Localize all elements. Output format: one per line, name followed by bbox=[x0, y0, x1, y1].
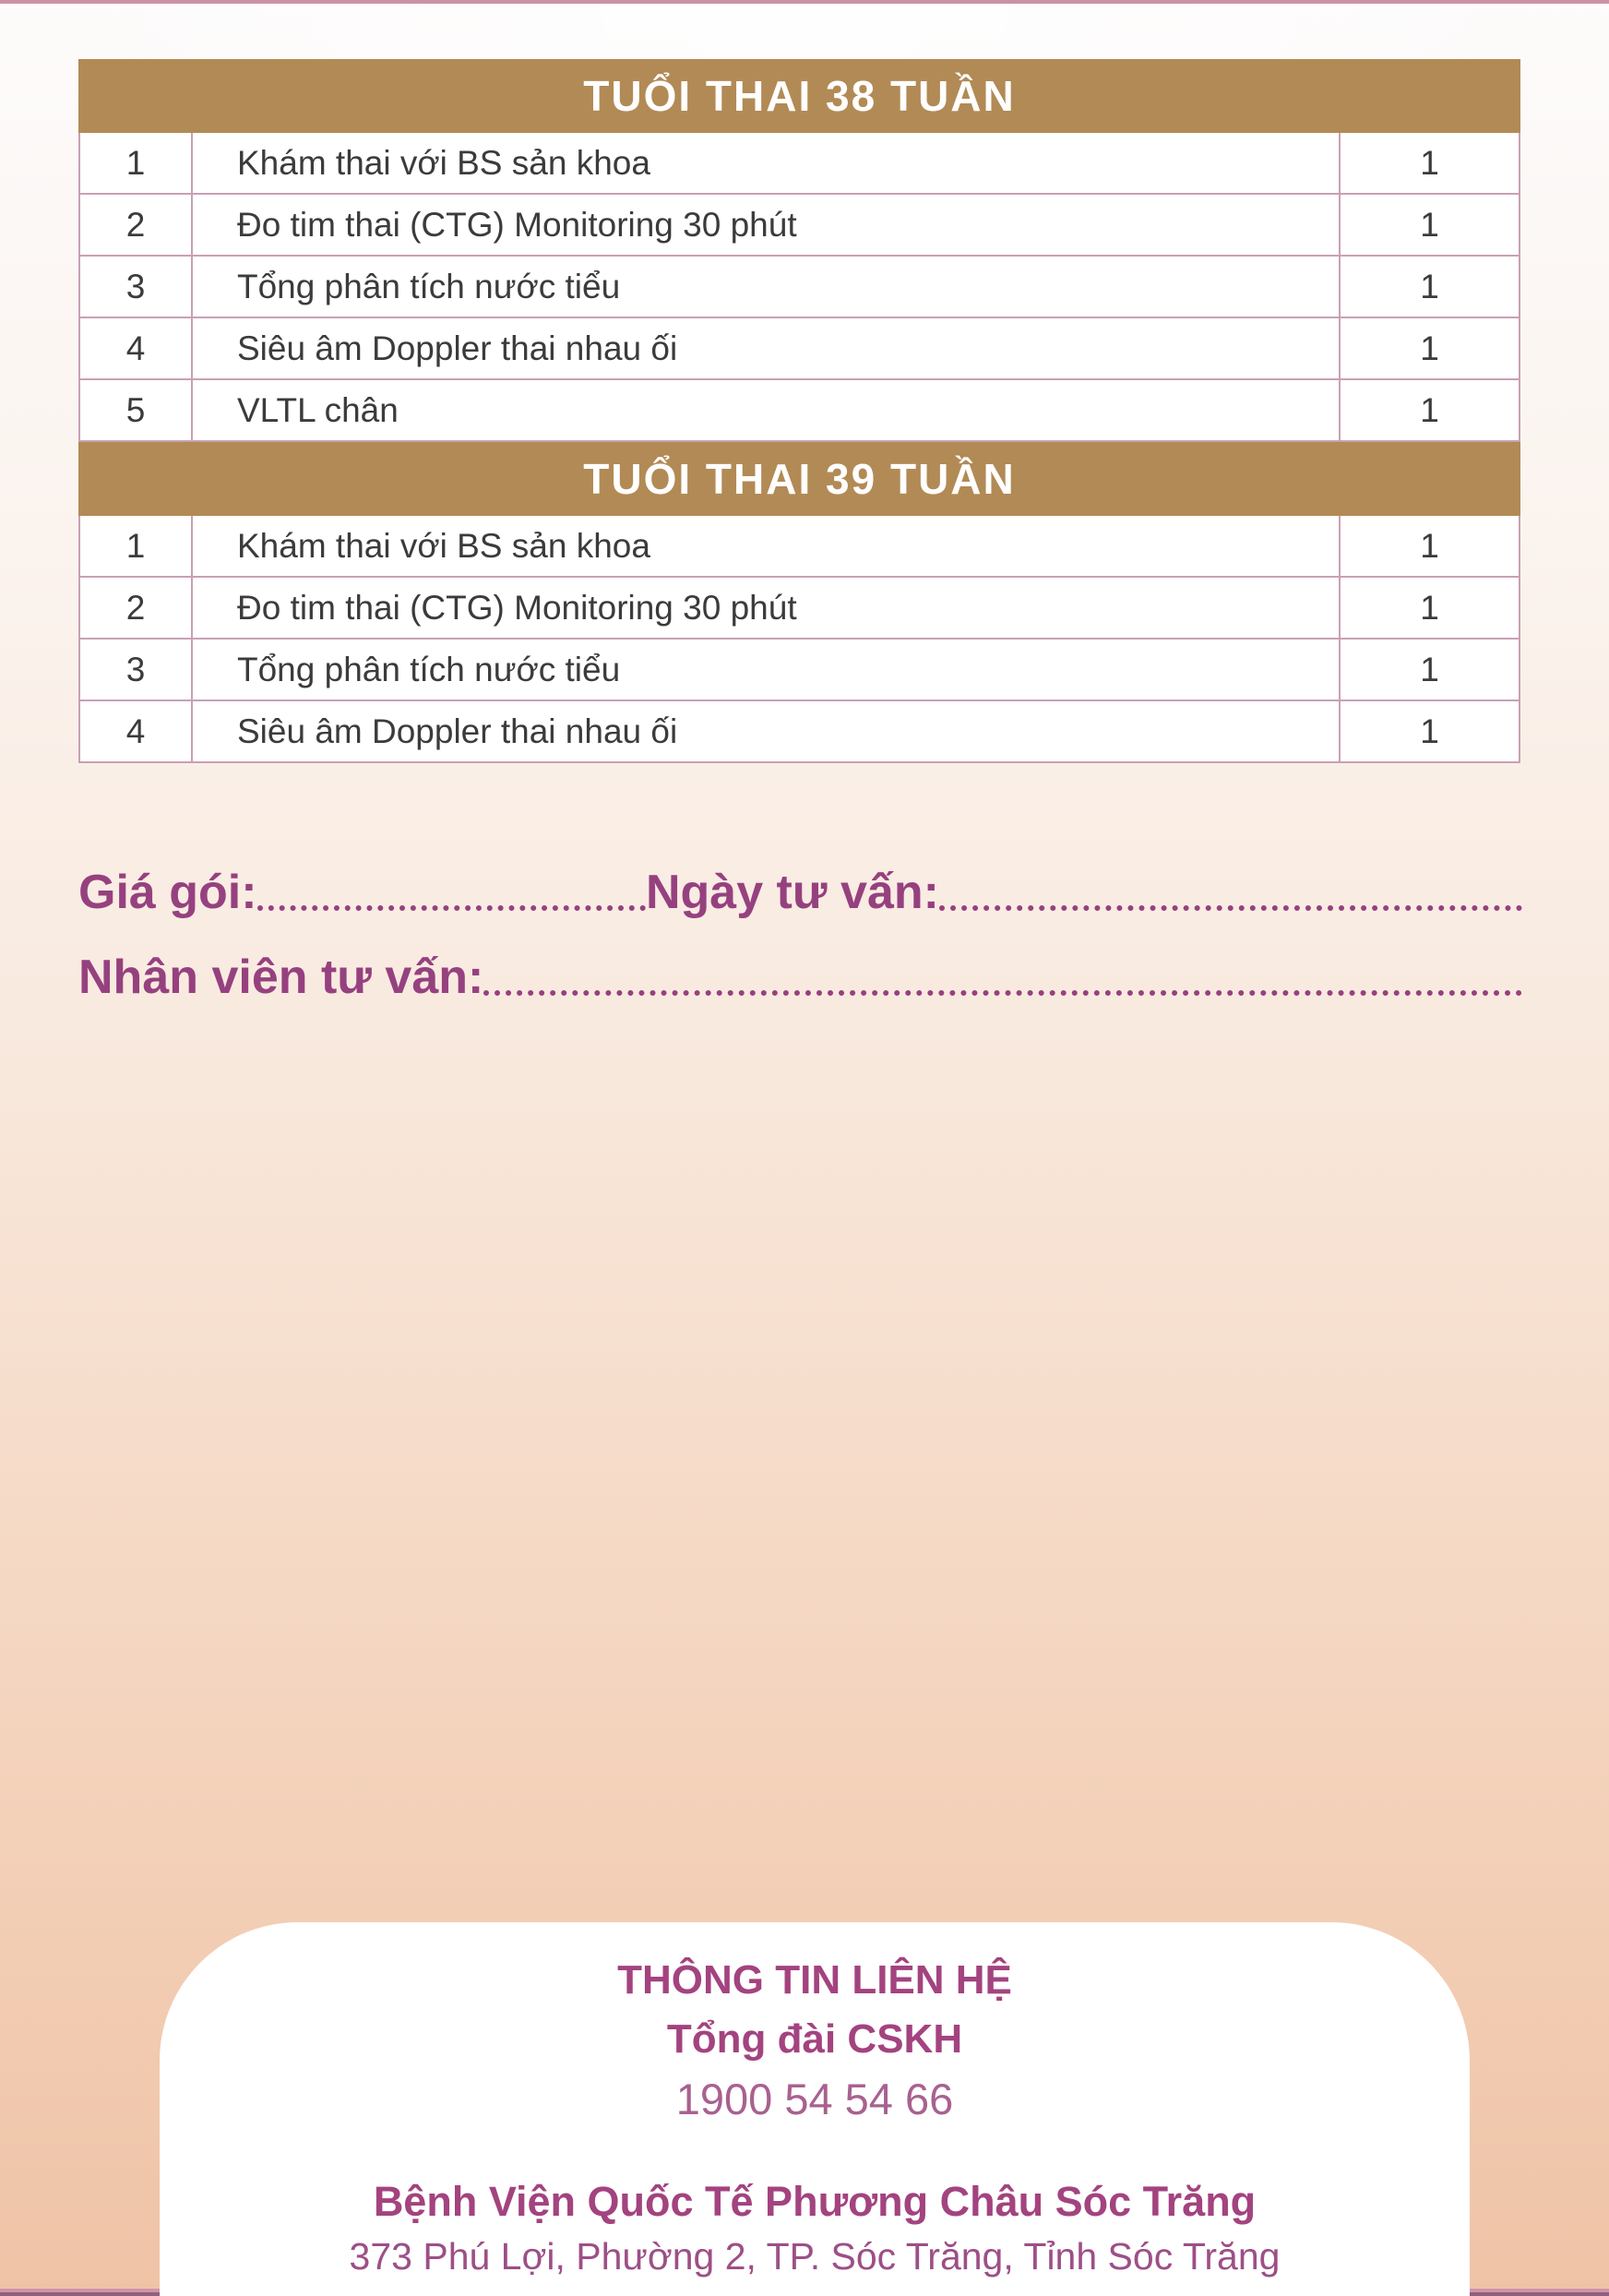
table-title: TUỔI THAI 39 TUẦN bbox=[583, 455, 1016, 503]
row-number: 1 bbox=[80, 516, 193, 576]
table-row bbox=[78, 318, 1520, 380]
table-row bbox=[78, 133, 1520, 195]
row-number: 4 bbox=[80, 701, 193, 761]
service-quantity: 1 bbox=[1420, 712, 1439, 750]
table-row bbox=[78, 516, 1520, 578]
table-row bbox=[78, 578, 1520, 640]
table-header bbox=[78, 442, 1520, 516]
service-name: VLTL chân bbox=[193, 380, 1341, 440]
row-number: 3 bbox=[80, 257, 193, 317]
contact-card bbox=[160, 1922, 1470, 2296]
top-border-line bbox=[0, 0, 1609, 4]
service-quantity: 1 bbox=[1420, 143, 1439, 182]
price-label: Giá gói: bbox=[78, 866, 257, 919]
row-number: 4 bbox=[80, 318, 193, 378]
row-number: 5 bbox=[80, 380, 193, 440]
table-row bbox=[78, 380, 1520, 442]
contact-subheading: Tổng đài CSKH bbox=[666, 2016, 963, 2062]
table-row bbox=[78, 701, 1520, 763]
service-name: Khám thai với BS sản khoa bbox=[193, 133, 1341, 193]
consult-date-label: Ngày tư vấn: bbox=[645, 866, 939, 919]
service-name: Siêu âm Doppler thai nhau ối bbox=[193, 701, 1341, 761]
consult-date-dotted-line bbox=[939, 905, 1522, 911]
service-name: Khám thai với BS sản khoa bbox=[193, 516, 1341, 576]
price-dotted-line bbox=[257, 905, 646, 911]
service-quantity: 1 bbox=[1420, 329, 1439, 367]
service-quantity: 1 bbox=[1420, 390, 1439, 429]
service-name: Đo tim thai (CTG) Monitoring 30 phút bbox=[193, 195, 1341, 255]
service-tables bbox=[78, 59, 1520, 763]
hotline-number: 1900 54 54 66 bbox=[675, 2075, 954, 2123]
service-quantity: 1 bbox=[1420, 526, 1439, 565]
service-name: Siêu âm Doppler thai nhau ối bbox=[193, 318, 1341, 378]
service-quantity: 1 bbox=[1420, 205, 1439, 244]
hospital-name: Bệnh Viện Quốc Tế Phương Châu Sóc Trăng bbox=[373, 2178, 1257, 2225]
price-date-row bbox=[78, 854, 1522, 920]
table-title: TUỔI THAI 38 TUẦN bbox=[583, 72, 1016, 120]
row-number: 1 bbox=[80, 133, 193, 193]
service-quantity: 1 bbox=[1420, 650, 1439, 688]
service-quantity: 1 bbox=[1420, 588, 1439, 627]
service-name: Tổng phân tích nước tiểu bbox=[193, 640, 1341, 700]
service-quantity: 1 bbox=[1420, 267, 1439, 305]
staff-dotted-line bbox=[483, 990, 1522, 996]
consult-form bbox=[78, 854, 1522, 1023]
staff-row bbox=[78, 939, 1522, 1005]
row-number: 3 bbox=[80, 640, 193, 700]
staff-label: Nhân viên tư vấn: bbox=[78, 951, 484, 1004]
table-row bbox=[78, 640, 1520, 701]
hospital-address: 373 Phú Lợi, Phường 2, TP. Sóc Trăng, Tỉnh Sóc Trăng bbox=[349, 2235, 1281, 2278]
service-name: Tổng phân tích nước tiểu bbox=[193, 257, 1341, 317]
contact-heading: THÔNG TIN LIÊN HỆ bbox=[617, 1957, 1012, 2003]
table-row bbox=[78, 195, 1520, 257]
table-header bbox=[78, 59, 1520, 133]
row-number: 2 bbox=[80, 195, 193, 255]
service-name: Đo tim thai (CTG) Monitoring 30 phút bbox=[193, 578, 1341, 638]
table-row bbox=[78, 257, 1520, 318]
row-number: 2 bbox=[80, 578, 193, 638]
